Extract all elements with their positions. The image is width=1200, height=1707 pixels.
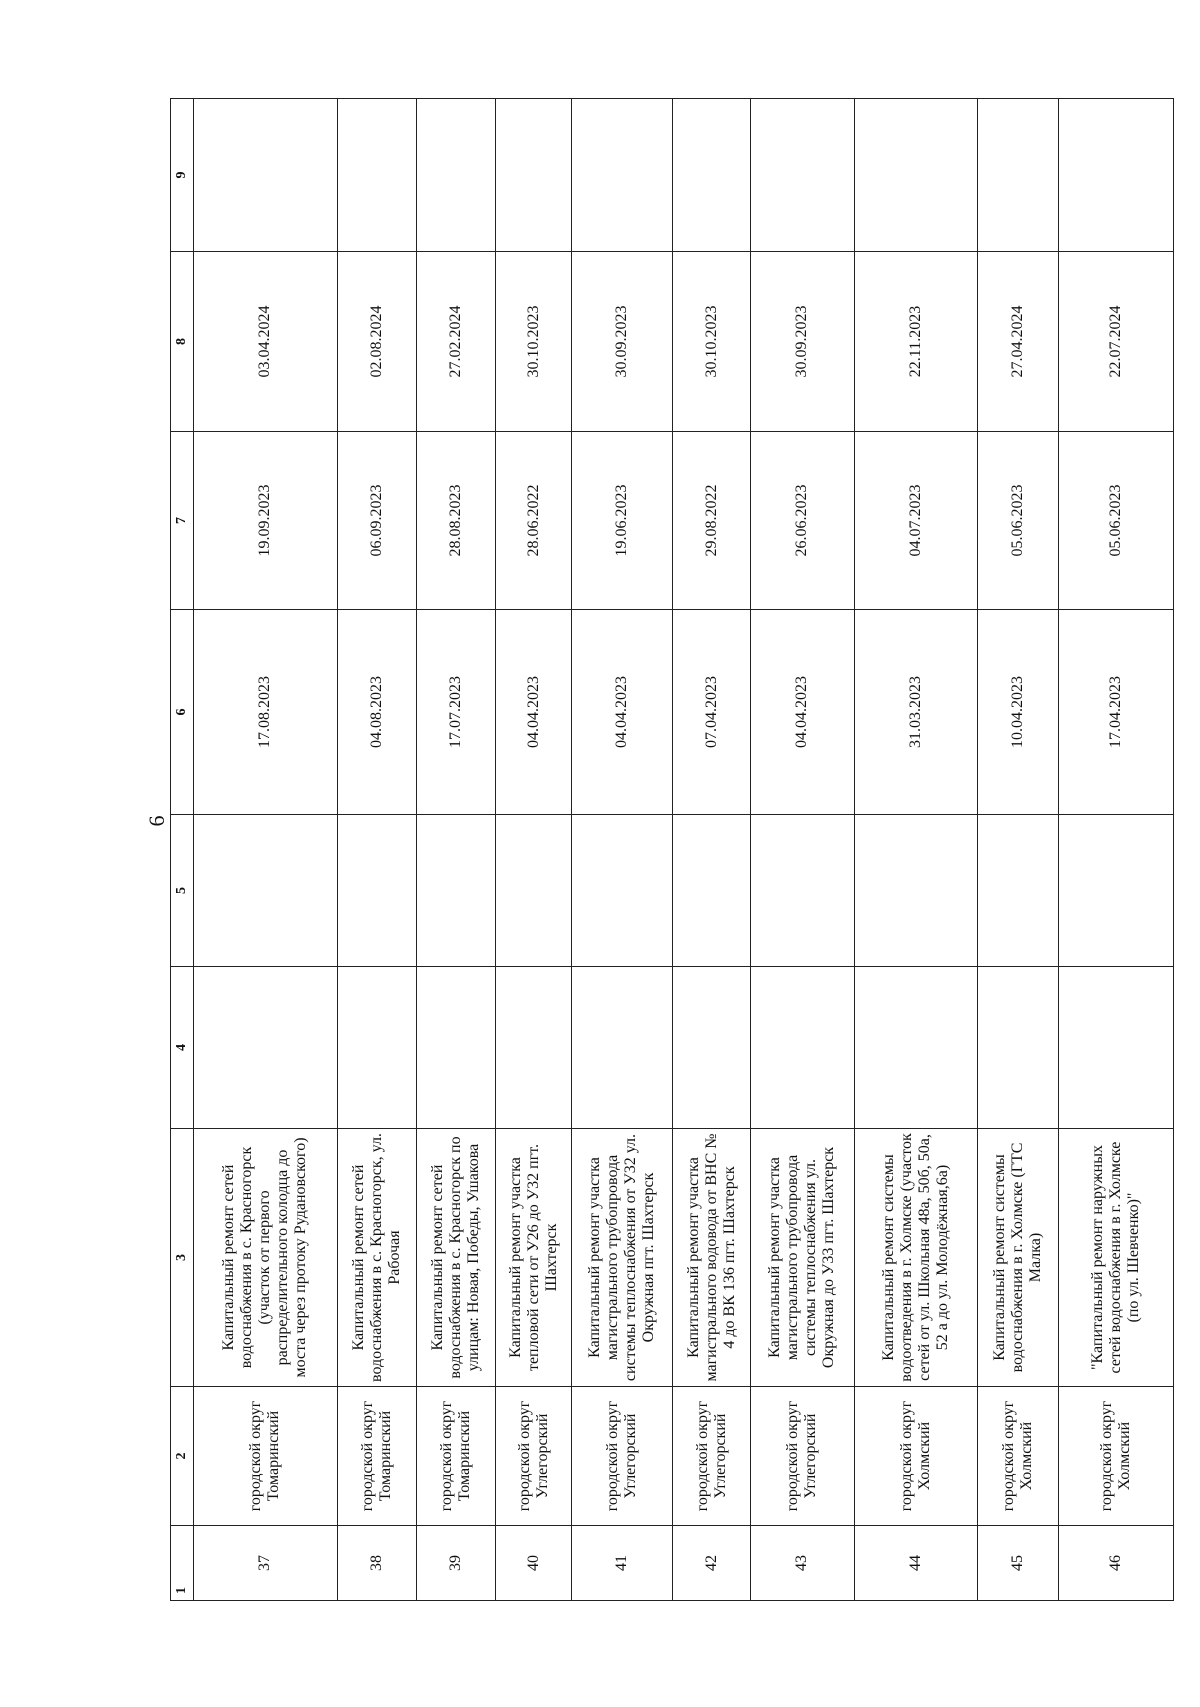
column-4-cell [978,967,1059,1129]
date-8-cell: 30.10.2023 [673,252,751,432]
date-6-cell: 07.04.2023 [673,610,751,815]
column-4-cell [572,967,673,1129]
row-number: 39 [416,1526,496,1601]
date-6-cell: 31.03.2023 [854,610,977,815]
date-7-cell: 28.06.2022 [496,432,572,610]
column-9-cell [1058,99,1173,252]
column-5-cell [1058,815,1173,967]
district-cell: городской округ Томаринский [338,1387,416,1526]
date-7-cell: 19.09.2023 [193,432,338,610]
column-5-cell [751,815,854,967]
date-7-cell: 26.06.2023 [751,432,854,610]
column-header: 7 [171,432,194,610]
row-number: 37 [193,1526,338,1601]
row-number: 44 [854,1526,977,1601]
description-cell: Капитальный ремонт сетей водоснабжения в с. Красногорск (участок от первого распределительного колодца до моста через протоку Рудановского) [193,1129,338,1387]
column-4-cell [673,967,751,1129]
date-6-cell: 04.04.2023 [751,610,854,815]
column-5-cell [338,815,416,967]
district-cell: городской округ Томаринский [193,1387,338,1526]
district-cell: городской округ Холмский [978,1387,1059,1526]
table-row [416,99,496,1601]
date-6-cell: 17.04.2023 [1058,610,1173,815]
date-8-cell: 30.09.2023 [572,252,673,432]
table-row [751,99,854,1601]
column-4-cell [193,967,338,1129]
date-7-cell: 05.06.2023 [978,432,1059,610]
table-row [572,99,673,1601]
column-9-cell [978,99,1059,252]
description-cell: Капитальный ремонт системы водоотведения в г. Холмске (участок сетей от ул. Школьная 48а, 50б, 50а, 52 а до ул. Молодёжная,6а) [854,1129,977,1387]
district-cell: городской округ Углегорский [496,1387,572,1526]
column-9-cell [673,99,751,252]
district-cell: городской округ Холмский [1058,1387,1173,1526]
date-7-cell: 28.08.2023 [416,432,496,610]
description-cell: Капитальный ремонт участка магистрального водовода от ВНС № 4 до ВК 136 пгт. Шахтерск [673,1129,751,1387]
description-cell: Капитальный ремонт сетей водоснабжения в с. Красногорск по улицам: Новая, Победы, Ушакова [416,1129,496,1387]
column-9-cell [193,99,338,252]
date-7-cell: 05.06.2023 [1058,432,1173,610]
column-5-cell [978,815,1059,967]
column-header: 2 [171,1387,194,1526]
row-number: 41 [572,1526,673,1601]
row-number: 46 [1058,1526,1173,1601]
date-8-cell: 22.07.2024 [1058,252,1173,432]
district-cell: городской округ Углегорский [673,1387,751,1526]
page-number: 6 [144,815,169,827]
column-header: 6 [171,610,194,815]
table-row [496,99,572,1601]
date-7-cell: 19.06.2023 [572,432,673,610]
works-table [170,98,1174,1601]
table-row [673,99,751,1601]
district-cell: городской округ Холмский [854,1387,977,1526]
table-row [338,99,416,1601]
column-header: 3 [171,1129,194,1387]
date-6-cell: 10.04.2023 [978,610,1059,815]
date-8-cell: 22.11.2023 [854,252,977,432]
column-4-cell [338,967,416,1129]
district-cell: городской округ Углегорский [572,1387,673,1526]
column-9-cell [572,99,673,252]
date-8-cell: 02.08.2024 [338,252,416,432]
column-header: 4 [171,967,194,1129]
column-5-cell [416,815,496,967]
column-5-cell [193,815,338,967]
date-8-cell: 03.04.2024 [193,252,338,432]
row-number: 45 [978,1526,1059,1601]
column-9-cell [751,99,854,252]
date-8-cell: 30.10.2023 [496,252,572,432]
column-header: 5 [171,815,194,967]
row-number: 43 [751,1526,854,1601]
date-8-cell: 27.02.2024 [416,252,496,432]
date-8-cell: 30.09.2023 [751,252,854,432]
date-7-cell: 04.07.2023 [854,432,977,610]
table-row [193,99,338,1601]
column-header: 8 [171,252,194,432]
date-6-cell: 04.04.2023 [496,610,572,815]
column-9-cell [338,99,416,252]
header-row [171,99,194,1601]
column-5-cell [673,815,751,967]
column-4-cell [1058,967,1173,1129]
table-row [1058,99,1173,1601]
description-cell: Капитальный ремонт участка магистрального трубопровода системы теплоснабжения от У32 ул. Окружная пгт. Шахтерск [572,1129,673,1387]
column-5-cell [572,815,673,967]
column-4-cell [416,967,496,1129]
row-number: 42 [673,1526,751,1601]
table-row [854,99,977,1601]
column-header: 1 [171,1526,194,1601]
column-4-cell [496,967,572,1129]
description-cell: Капитальный ремонт системы водоснабжения в г. Холмске (ГТС Малка) [978,1129,1059,1387]
date-7-cell: 29.08.2022 [673,432,751,610]
date-6-cell: 04.04.2023 [572,610,673,815]
column-5-cell [854,815,977,967]
row-number: 40 [496,1526,572,1601]
date-6-cell: 17.07.2023 [416,610,496,815]
column-9-cell [854,99,977,252]
column-header: 9 [171,99,194,252]
description-cell: "Капитальный ремонт наружных сетей водоснабжения в г. Холмске (по ул. Шевченко)" [1058,1129,1173,1387]
date-8-cell: 27.04.2024 [978,252,1059,432]
row-number: 38 [338,1526,416,1601]
description-cell: Капитальный ремонт участка магистрального трубопровода системы теплоснабжения ул. Окружная до У33 пгт. Шахтерск [751,1129,854,1387]
district-cell: городской округ Углегорский [751,1387,854,1526]
column-5-cell [496,815,572,967]
table-row [978,99,1059,1601]
column-9-cell [496,99,572,252]
date-7-cell: 06.09.2023 [338,432,416,610]
column-4-cell [854,967,977,1129]
description-cell: Капитальный ремонт участка тепловой сети от У26 до У32 пгт. Шахтерск [496,1129,572,1387]
district-cell: городской округ Томаринский [416,1387,496,1526]
column-9-cell [416,99,496,252]
date-6-cell: 04.08.2023 [338,610,416,815]
column-4-cell [751,967,854,1129]
description-cell: Капитальный ремонт сетей водоснабжения в с. Красногорск, ул. Рабочая [338,1129,416,1387]
rotated-table-container [170,99,1174,1601]
date-6-cell: 17.08.2023 [193,610,338,815]
